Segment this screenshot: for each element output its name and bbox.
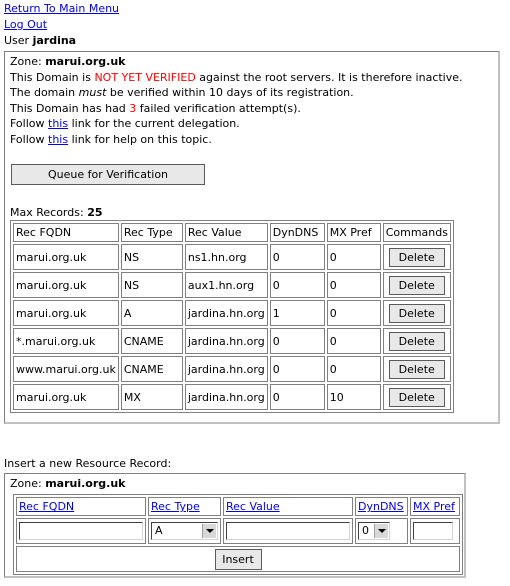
delegation-link[interactable]: this bbox=[48, 117, 69, 130]
cell-mxpref: 0 bbox=[327, 356, 381, 382]
header-link-dyndns[interactable]: DynDNS bbox=[358, 500, 404, 513]
cell-commands bbox=[383, 300, 451, 326]
help-text-pre: Follow bbox=[10, 132, 49, 146]
help-text-post: link for help on this topic. bbox=[68, 132, 212, 146]
chevron-down-icon[interactable] bbox=[374, 524, 388, 538]
cell-fqdn: marui.org.uk bbox=[13, 272, 119, 298]
cell-type: NS bbox=[121, 272, 183, 298]
queue-for-verification-button[interactable]: Queue for Verification bbox=[11, 164, 205, 185]
cell-value: jardina.hn.org bbox=[185, 356, 268, 382]
nav-block bbox=[4, 1, 119, 49]
cell-dyndns: 0 bbox=[270, 244, 325, 270]
deadline-text-pre: The domain bbox=[10, 86, 79, 99]
user-line bbox=[4, 33, 119, 49]
cell-type: NS bbox=[121, 244, 183, 270]
return-to-main-menu-link[interactable]: Return To Main Menu bbox=[4, 2, 120, 15]
cell-commands bbox=[383, 384, 451, 410]
cell-fqdn: marui.org.uk bbox=[13, 384, 119, 410]
cell-type: A bbox=[121, 300, 183, 326]
dyndns-cell bbox=[355, 518, 408, 544]
failed-attempts-line bbox=[10, 101, 463, 117]
delete-button[interactable]: Delete bbox=[389, 304, 445, 323]
table-row bbox=[13, 244, 451, 270]
cell-commands bbox=[383, 356, 451, 382]
max-records bbox=[10, 206, 103, 219]
help-link[interactable]: this bbox=[48, 132, 69, 146]
cell-type: CNAME bbox=[121, 328, 183, 354]
help-line bbox=[10, 132, 463, 148]
cell-value: ns1.hn.org bbox=[185, 244, 268, 270]
zone-line bbox=[10, 54, 463, 70]
col-header-mxpref: MX Pref bbox=[327, 223, 381, 242]
cell-mxpref: 0 bbox=[327, 244, 381, 270]
cell-mxpref: 0 bbox=[327, 328, 381, 354]
cell-fqdn: marui.org.uk bbox=[13, 244, 119, 270]
attempts-text-pre: This Domain has had bbox=[10, 101, 130, 115]
insert-record-panel bbox=[4, 473, 466, 578]
cell-commands bbox=[383, 328, 451, 354]
insert-record-form bbox=[13, 494, 463, 575]
col-header-fqdn: Rec FQDN bbox=[13, 223, 119, 242]
cell-commands bbox=[383, 244, 451, 270]
mx-pref-input[interactable] bbox=[413, 522, 453, 540]
insert-zone-name: marui.org.uk bbox=[45, 477, 126, 490]
cell-dyndns: 0 bbox=[270, 384, 325, 410]
chevron-down-icon[interactable] bbox=[202, 524, 216, 538]
header-link-mxpref[interactable]: MX Pref bbox=[413, 500, 455, 513]
table-row bbox=[13, 272, 451, 298]
insert-button-row bbox=[16, 546, 460, 572]
deadline-text-post: be verified within 10 days of its registration. bbox=[106, 86, 354, 99]
rec-value-input[interactable] bbox=[226, 522, 350, 540]
insert-inputs-row bbox=[16, 518, 460, 544]
cell-commands bbox=[383, 272, 451, 298]
mxpref-cell bbox=[410, 518, 460, 544]
delegation-text-post: link for the current delegation. bbox=[68, 117, 240, 130]
cell-dyndns: 0 bbox=[270, 356, 325, 382]
header-link-type[interactable]: Rec Type bbox=[151, 500, 200, 513]
insert-header-row bbox=[16, 497, 460, 516]
col-header-type: Rec Type bbox=[121, 223, 183, 242]
dyndns-selected: 0 bbox=[362, 524, 369, 537]
table-row bbox=[13, 300, 451, 326]
logout-link[interactable]: Log Out bbox=[4, 18, 48, 31]
cell-value: jardina.hn.org bbox=[185, 384, 268, 410]
user-label: User bbox=[4, 34, 30, 47]
type-cell bbox=[148, 518, 221, 544]
verification-deadline-line bbox=[10, 85, 463, 101]
delete-button[interactable]: Delete bbox=[389, 248, 445, 267]
value-cell bbox=[223, 518, 353, 544]
insert-button-cell bbox=[16, 546, 460, 572]
cell-mxpref: 0 bbox=[327, 300, 381, 326]
failed-attempts-count: 3 bbox=[129, 101, 137, 115]
status-text-post: against the root servers. It is therefore inactive. bbox=[195, 70, 463, 84]
cell-mxpref: 10 bbox=[327, 384, 381, 410]
dyndns-select[interactable] bbox=[358, 522, 390, 540]
cell-dyndns: 0 bbox=[270, 328, 325, 354]
insert-record-label: Insert a new Resource Record: bbox=[4, 457, 172, 470]
delete-button[interactable]: Delete bbox=[389, 360, 445, 379]
max-records-label: Max Records: bbox=[10, 206, 84, 219]
delete-button[interactable]: Delete bbox=[389, 388, 445, 407]
col-header-commands: Commands bbox=[383, 223, 451, 242]
records-header-row bbox=[13, 223, 451, 242]
cell-value: aux1.hn.org bbox=[185, 272, 268, 298]
zone-panel bbox=[4, 51, 500, 424]
col-header-dyndns: DynDNS bbox=[270, 223, 325, 242]
fqdn-cell bbox=[16, 518, 146, 544]
delete-button[interactable]: Delete bbox=[389, 276, 445, 295]
max-records-value: 25 bbox=[87, 206, 103, 219]
cell-type: MX bbox=[121, 384, 183, 410]
cell-fqdn: marui.org.uk bbox=[13, 300, 119, 326]
verification-status: NOT YET VERIFIED bbox=[94, 70, 196, 84]
cell-value: jardina.hn.org bbox=[185, 300, 268, 326]
delete-button[interactable]: Delete bbox=[389, 332, 445, 351]
col-header-value: Rec Value bbox=[185, 223, 268, 242]
username: jardina bbox=[32, 34, 77, 47]
cell-dyndns: 1 bbox=[270, 300, 325, 326]
status-text-pre: This Domain is bbox=[10, 70, 95, 84]
header-link-fqdn[interactable]: Rec FQDN bbox=[19, 500, 75, 513]
fqdn-input[interactable] bbox=[19, 522, 143, 540]
zone-label: Zone: bbox=[10, 55, 42, 68]
cell-fqdn: *.marui.org.uk bbox=[13, 328, 119, 354]
insert-button[interactable]: Insert bbox=[215, 549, 262, 570]
header-link-value[interactable]: Rec Value bbox=[226, 500, 280, 513]
table-row bbox=[13, 328, 451, 354]
cell-dyndns: 0 bbox=[270, 272, 325, 298]
zone-name: marui.org.uk bbox=[45, 55, 126, 68]
zone-info bbox=[10, 54, 463, 147]
records-table bbox=[10, 220, 454, 413]
cell-type: CNAME bbox=[121, 356, 183, 382]
cell-fqdn: www.marui.org.uk bbox=[13, 356, 119, 382]
table-row bbox=[13, 356, 451, 382]
deadline-emphasis: must bbox=[78, 86, 107, 99]
cell-value: jardina.hn.org bbox=[185, 328, 268, 354]
attempts-text-post: failed verification attempt(s). bbox=[136, 101, 301, 115]
cell-mxpref: 0 bbox=[327, 272, 381, 298]
rec-type-selected: A bbox=[155, 524, 163, 537]
table-row bbox=[13, 384, 451, 410]
delegation-text-pre: Follow bbox=[10, 117, 49, 130]
insert-zone-line bbox=[10, 477, 126, 490]
delegation-line bbox=[10, 116, 463, 132]
rec-type-select[interactable] bbox=[151, 522, 218, 540]
insert-zone-label: Zone: bbox=[10, 477, 42, 490]
verification-status-line bbox=[10, 70, 463, 86]
